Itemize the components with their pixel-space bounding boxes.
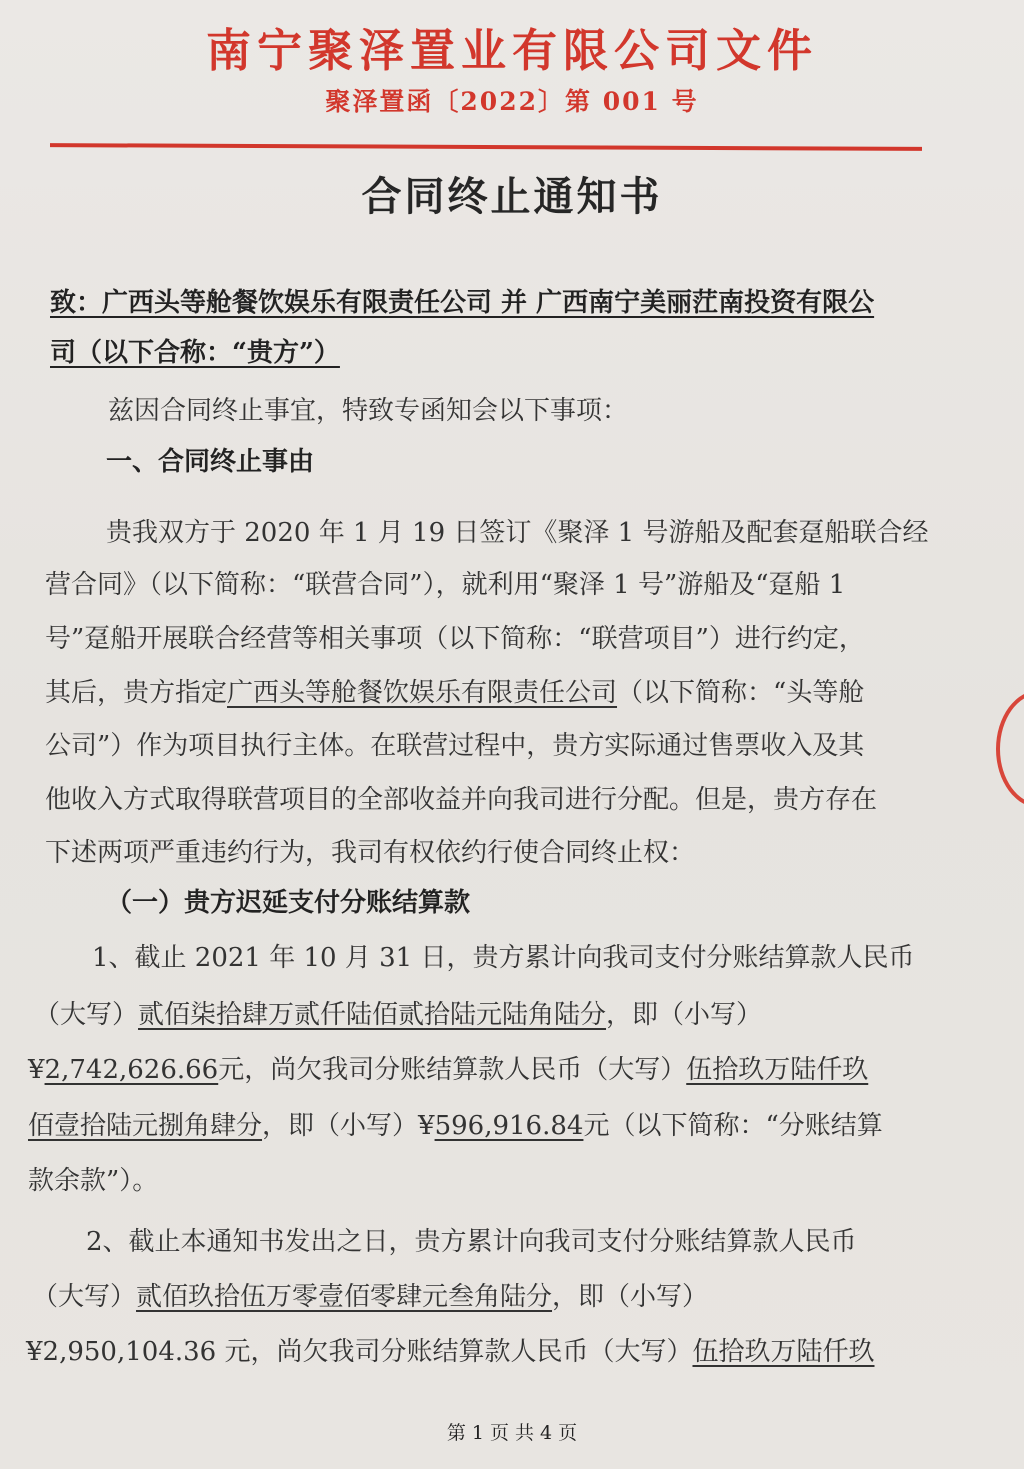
- subsection-1-heading: （一）贵方迟延支付分账结算款: [106, 888, 471, 918]
- designated-company: 广西头等舱餐饮娱乐有限责任公司: [227, 678, 618, 708]
- document-title: 合同终止通知书: [361, 173, 663, 220]
- item1-line-3: ¥2,742,626.66元，尚欠我司分账结算款人民币（大写）伍拾玖万陆仟玖: [28, 1055, 869, 1085]
- page-footer: 第 1 页 共 4 页: [446, 1422, 578, 1444]
- para1-line-7: 下述两项严重违约行为，我司有权依约行使合同终止权：: [45, 838, 696, 868]
- para1-line-5: 公司”）作为项目执行主体。在联营过程中，贵方实际通过售票收入及其: [45, 731, 865, 761]
- item1-line-1: 1、截止 2021 年 10 月 31 日，贵方累计向我司支付分账结算款人民币: [92, 943, 915, 973]
- addressee-line-2: 司（以下合称：“贵方”）: [50, 338, 340, 368]
- item1-line-4: 佰壹拾陆元捌角肆分，即（小写）¥596,916.84元（以下简称：“分账结算: [28, 1111, 883, 1141]
- para1-line-1: 贵我双方于 2020 年 1 月 19 日签订《聚泽 1 号游船及配套趸船联合经: [106, 518, 929, 548]
- item2-line-2: （大写）贰佰玖拾伍万零壹佰零肆元叁角陆分，即（小写）: [32, 1282, 709, 1312]
- intro-text: 兹因合同终止事宜，特致专函知会以下事项：: [108, 396, 629, 426]
- para1-line-3: 号”趸船开展联合经营等相关事项（以下简称：“联营项目”）进行约定，: [45, 624, 865, 654]
- para1-line-4: 其后，贵方指定广西头等舱餐饮娱乐有限责任公司（以下简称：“头等舱: [45, 678, 865, 708]
- item2-line-3: ¥2,950,104.36 元，尚欠我司分账结算款人民币（大写）伍拾玖万陆仟玖: [26, 1337, 875, 1367]
- letterhead-red-rule: [50, 143, 922, 151]
- section-1-heading: 一、合同终止事由: [106, 447, 315, 477]
- para1-line-6: 他收入方式取得联营项目的全部收益并向我司进行分配。但是，贵方存在: [45, 785, 878, 815]
- item1-line-2: （大写）贰佰柒拾肆万贰仟陆佰贰拾陆元陆角陆分，即（小写）: [34, 1000, 763, 1030]
- para1-line-2: 营合同》（以下简称：“联营合同”），就利用“聚泽 1 号”游船及“趸船 1: [45, 570, 846, 600]
- letterhead-company-file: 南宁聚泽置业有限公司文件: [205, 24, 818, 77]
- document-number: 聚泽置函〔2022〕第 001 号: [325, 87, 699, 116]
- item1-line-5: 款余款”）。: [28, 1166, 159, 1196]
- item2-line-1: 2、截止本通知书发出之日，贵方累计向我司支付分账结算款人民币: [86, 1227, 857, 1257]
- addressee-line-1: 致：广西头等舱餐饮娱乐有限责任公司 并 广西南宁美丽茳南投资有限公: [50, 288, 875, 318]
- seal-stamp-partial: [996, 690, 1024, 808]
